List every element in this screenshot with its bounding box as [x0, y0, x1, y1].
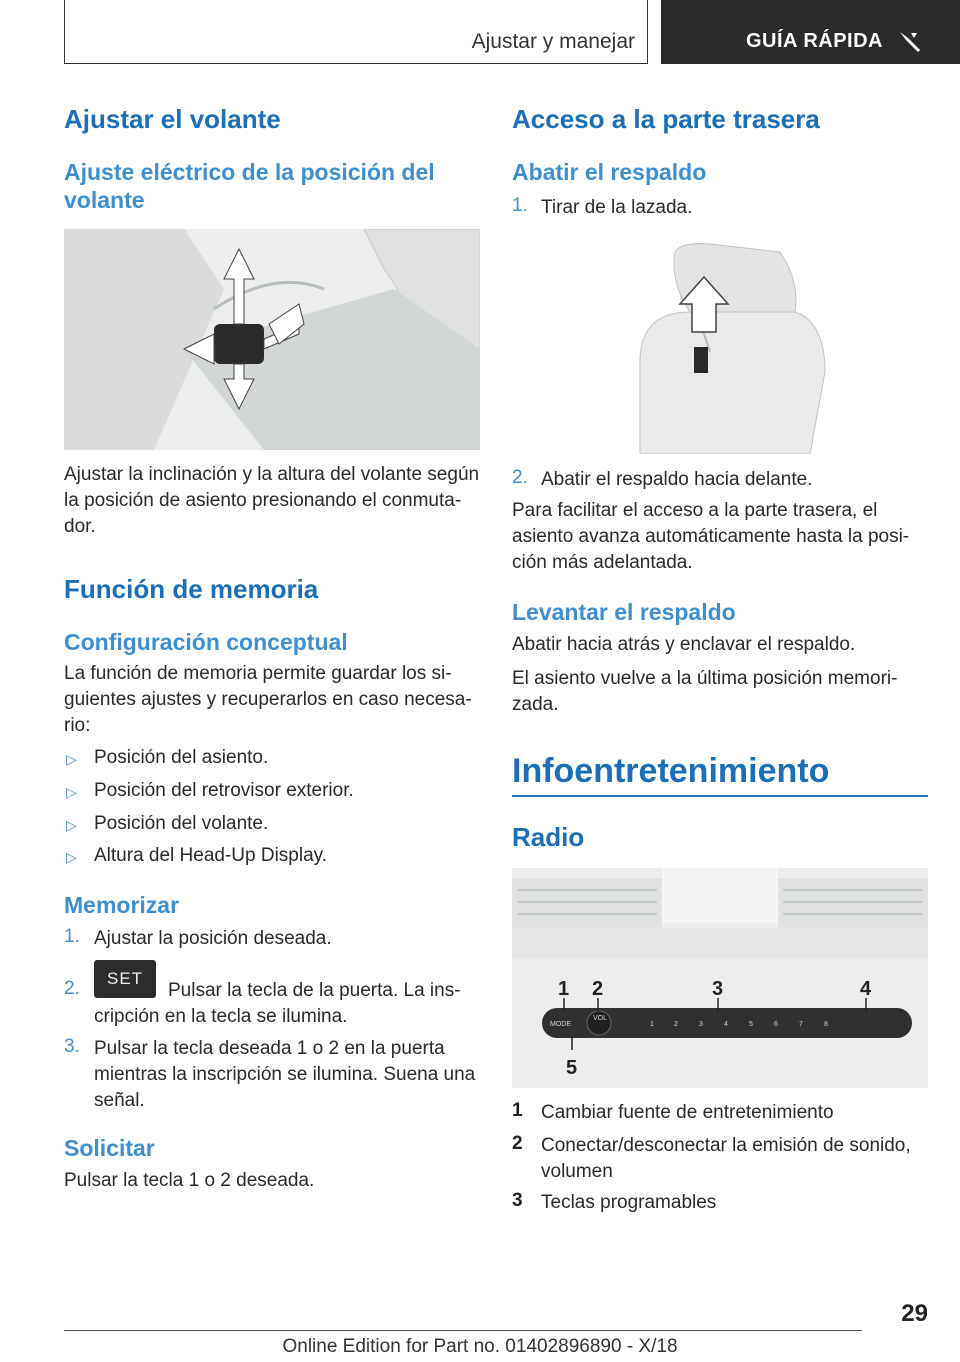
- heading-request: Solicitar: [64, 1135, 155, 1161]
- radio-key-label: 6: [774, 1021, 778, 1028]
- text-line: La función de memoria permite guardar los si-: [64, 663, 452, 684]
- legend-text-block: [541, 1133, 911, 1185]
- heading-memory-function: Función de memoria: [64, 574, 319, 604]
- heading-line: volante: [64, 187, 145, 213]
- text-line: dor.: [64, 516, 96, 537]
- radio-key-label: 8: [824, 1021, 828, 1028]
- heading-adjust-steering: Ajustar el volante: [64, 104, 281, 134]
- steering-adjust-figure: [64, 229, 480, 450]
- list-item: Altura del Head-Up Display.: [94, 845, 328, 866]
- list-item: Posición del retrovisor exterior.: [94, 780, 354, 801]
- radio-key-label: 1: [650, 1021, 654, 1028]
- text-line: Conectar/desconectar la emisión de sonido,: [541, 1135, 911, 1156]
- text-line: Pulsar la tecla deseada 1 o 2 en la puerta: [94, 1038, 445, 1059]
- footer-edition: Online Edition for Part no. 01402896890 - X/18: [282, 1336, 678, 1357]
- radio-key-label: 7: [799, 1021, 803, 1028]
- radio-key-label: 3: [699, 1021, 703, 1028]
- legend-number: 2: [512, 1133, 523, 1154]
- step-number: 2.: [64, 978, 80, 999]
- step-number: 3.: [64, 1036, 80, 1057]
- legend-number: 3: [512, 1190, 523, 1211]
- radio-key-label: VOL: [593, 1015, 608, 1022]
- radio-callout-5: 5: [566, 1057, 578, 1079]
- lightning-tools-icon: [897, 29, 923, 55]
- text-line: la posición de asiento presionando el conmuta-: [64, 490, 462, 511]
- radio-callout-2: 2: [592, 978, 604, 1000]
- text-line: señal.: [94, 1090, 145, 1111]
- bullet-marker: ▷: [66, 751, 77, 767]
- text-line: guientes ajustes y recuperarlos en caso necesa-: [64, 689, 472, 710]
- list-item: Posición del volante.: [94, 813, 269, 834]
- heading-radio: Radio: [512, 822, 585, 852]
- header-section-title: Ajustar y manejar: [471, 30, 635, 53]
- list-item: Posición del asiento.: [94, 747, 269, 768]
- heading-line: Ajuste eléctrico de la posición del: [64, 159, 435, 185]
- radio-key-label: 2: [674, 1021, 678, 1028]
- legend-number: 1: [512, 1100, 523, 1121]
- heading-infotainment: Infoentretenimiento: [512, 752, 830, 790]
- text-line: rio:: [64, 715, 91, 736]
- text-line: asiento avanza automáticamente hasta la posi-: [512, 526, 910, 547]
- step-text: Pulsar la tecla de la puerta. La ins-: [168, 980, 461, 1001]
- header-section-box: [64, 0, 648, 64]
- text-line: Ajustar la inclinación y la altura del volante según: [64, 464, 480, 485]
- text-line: El asiento vuelve a la última posición memori-: [512, 668, 898, 689]
- step-text: Tirar de la lazada.: [541, 197, 693, 218]
- set-key-icon: [94, 960, 156, 998]
- paragraph-memory: [64, 661, 484, 739]
- heading-fold-backrest: Abatir el respaldo: [512, 159, 707, 185]
- step-number: 1.: [64, 926, 80, 947]
- step-number: 1.: [512, 195, 528, 216]
- paragraph-fold: [512, 498, 909, 576]
- step-text: Abatir el respaldo hacia delante.: [541, 469, 813, 490]
- radio-key-label: 4: [724, 1021, 728, 1028]
- bullet-marker: ▷: [66, 817, 77, 833]
- page-number: 29: [901, 1300, 928, 1327]
- section-rule: [512, 795, 928, 797]
- radio-key-label: MODE: [550, 1021, 571, 1028]
- paragraph-request: Pulsar la tecla 1 o 2 deseada.: [64, 1170, 315, 1191]
- radio-key-label: 5: [749, 1021, 753, 1028]
- step-number: 2.: [512, 467, 528, 488]
- radio-callout-4: 4: [860, 978, 872, 1000]
- radio-callout-3: 3: [712, 978, 724, 1000]
- text-line: Para facilitar el acceso a la parte trasera, el: [512, 500, 878, 521]
- step-text: cripción en la tecla se ilumina.: [94, 1006, 348, 1027]
- paragraph-steering: [64, 462, 484, 540]
- text-line: mientras la inscripción se ilumina. Suena una: [94, 1064, 476, 1085]
- paragraph-raise-2: [512, 666, 897, 718]
- heading-rear-access: Acceso a la parte trasera: [512, 104, 820, 134]
- paragraph-raise: Abatir hacia atrás y enclavar el respaldo.: [512, 634, 856, 655]
- text-line: volumen: [541, 1161, 613, 1182]
- header-guide-label: GUÍA RÁPIDA: [746, 30, 883, 52]
- legend-text: Cambiar fuente de entretenimiento: [541, 1102, 834, 1123]
- seat-backrest-figure: [580, 242, 840, 454]
- heading-electric-adjust: [64, 158, 435, 214]
- step-text-block: [94, 1036, 475, 1114]
- heading-concept: Configuración conceptual: [64, 629, 348, 655]
- set-key-label: SET: [107, 969, 144, 988]
- header-guide-tab: [661, 0, 960, 64]
- text-line: zada.: [512, 694, 559, 715]
- heading-memorize: Memorizar: [64, 892, 180, 918]
- bullet-marker: ▷: [66, 849, 77, 865]
- bullet-marker: ▷: [66, 784, 77, 800]
- footer-rule: [64, 1330, 862, 1331]
- heading-raise-backrest: Levantar el respaldo: [512, 599, 736, 625]
- radio-panel-figure: [512, 868, 928, 1088]
- legend-text: Teclas programables: [541, 1192, 717, 1213]
- radio-callout-1: 1: [558, 978, 570, 1000]
- step-text: Ajustar la posición deseada.: [94, 928, 332, 949]
- text-line: ción más adelantada.: [512, 552, 693, 573]
